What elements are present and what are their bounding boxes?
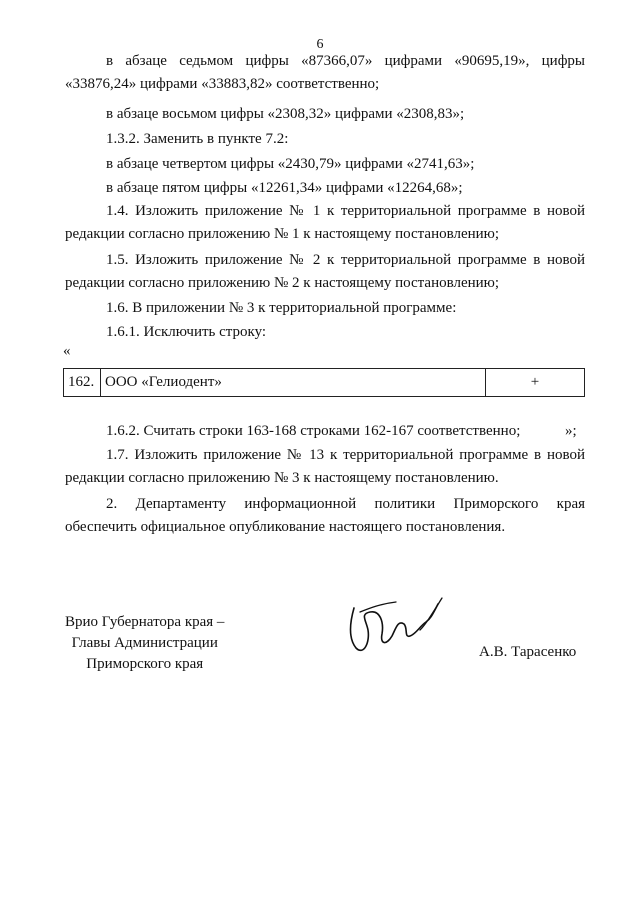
paragraph-1-3-2: 1.3.2. Заменить в пункте 7.2: xyxy=(106,131,289,147)
paragraph-1-6: 1.6. В приложении № 3 к территориальной программе: xyxy=(106,300,457,316)
paragraph-abzac-8: в абзаце восьмом цифры «2308,32» цифрами «2308,83»; xyxy=(106,106,465,122)
paragraph-1-4: 1.4. Изложить приложение № 1 к территориальной программе в новой редакции согласно приложению № 1 к настоящему постановлению; xyxy=(65,203,585,242)
table-cell-number: 162. xyxy=(64,369,101,397)
paragraph-abzac-7: в абзаце седьмом цифры «87366,07» цифрами «90695,19», цифры «33876,24» цифрами «33883,82» соответственно; xyxy=(65,53,585,92)
signature-title-line-1: Врио Губернатора края – xyxy=(65,614,225,630)
table-row xyxy=(64,369,585,397)
handwritten-signature xyxy=(340,590,450,660)
paragraph-abzac-4: в абзаце четвертом цифры «2430,79» цифрами «2741,63»; xyxy=(106,156,475,172)
signature-title-line-3: Приморского края xyxy=(86,656,204,672)
paragraph-1-6-1: 1.6.1. Исключить строку: xyxy=(106,324,267,340)
quote-close: »; xyxy=(565,423,577,439)
signature-title-line-2: Главы Администрации xyxy=(71,635,218,651)
table-cell-mark: + xyxy=(486,369,585,397)
excluded-row-table xyxy=(63,368,585,397)
paragraph-1-5: 1.5. Изложить приложение № 2 к территориальной программе в новой редакции согласно приложению № 2 к настоящему постановлению; xyxy=(65,252,585,291)
quote-open: « xyxy=(63,343,71,359)
paragraph-1-6-2: 1.6.2. Считать строки 163-168 строками 162-167 соответственно; xyxy=(106,423,521,439)
signature-title-block xyxy=(65,612,224,675)
paragraph-2: 2. Департаменту информационной политики Приморского края обеспечить официальное опубликование настоящего постановления. xyxy=(65,496,585,535)
paragraph-1-7: 1.7. Изложить приложение № 13 к территориальной программе в новой редакции согласно приложению № 3 к настоящему постановлению. xyxy=(65,447,585,486)
table-cell-organization: ООО «Гелиодент» xyxy=(101,369,486,397)
page-number: 6 xyxy=(316,37,324,52)
paragraph-abzac-5: в абзаце пятом цифры «12261,34» цифрами «12264,68»; xyxy=(106,180,463,196)
signer-name: А.В. Тарасенко xyxy=(479,644,577,660)
